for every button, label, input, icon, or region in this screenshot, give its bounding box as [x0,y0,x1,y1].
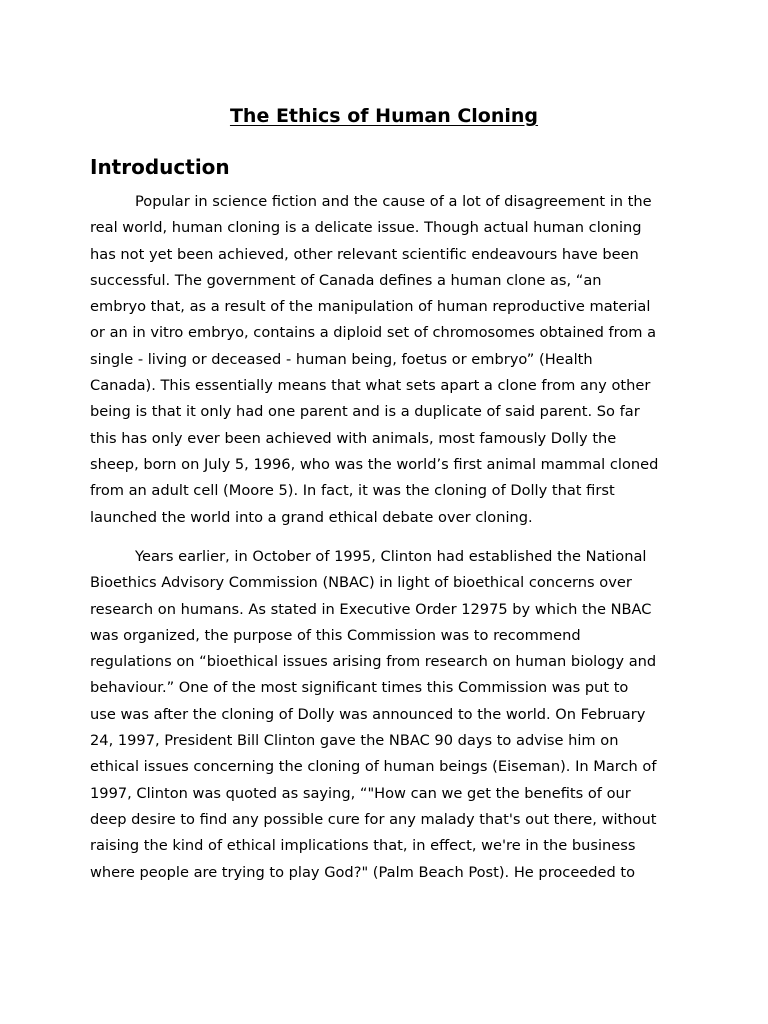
document-title: The Ethics of Human Cloning [229,105,539,127]
paragraph-line: sheep, born on July 5, 1996, who was the world’s first animal mammal cloned [90,455,659,473]
paragraph-line: deep desire to find any possible cure for any malady that's out there, without [90,810,657,828]
paragraph-1 [90,189,690,531]
paragraph-2 [90,544,690,886]
paragraph-line: single - living or deceased - human being, foetus or embryo” (Health [90,350,593,368]
paragraph-line: has not yet been achieved, other relevant scientific endeavours have been [90,245,639,263]
paragraph-line: Canada). This essentially means that what sets apart a clone from any other [90,377,651,395]
paragraph-line: ethical issues concerning the cloning of human beings (Eiseman). In March of [90,758,657,776]
paragraph-line: raising the kind of ethical implications that, in effect, we're in the business [90,837,636,855]
paragraph-line: launched the world into a grand ethical debate over cloning. [90,508,533,526]
paragraph-line: Popular in science fiction and the cause of a lot of disagreement in the [135,193,652,210]
paragraph-line: Bioethics Advisory Commission (NBAC) in light of bioethical concerns over [90,574,632,592]
paragraph-line: where people are trying to play God?" (Palm Beach Post). He proceeded to [90,863,636,881]
section-heading-introduction: Introduction [90,155,230,179]
paragraph-line: this has only ever been achieved with animals, most famously Dolly the [90,429,617,447]
paragraph-line: regulations on “bioethical issues arising from research on human biology and [90,653,657,671]
paragraph-line: behaviour.” One of the most significant times this Commission was put to [90,679,629,697]
paragraph-line: being is that it only had one parent and is a duplicate of said parent. So far [90,403,640,421]
paragraph-line: 1997, Clinton was quoted as saying, “"How can we get the benefits of our [90,784,631,802]
paragraph-line: from an adult cell (Moore 5). In fact, it was the cloning of Dolly that first [90,482,615,500]
paragraph-line: research on humans. As stated in Executive Order 12975 by which the NBAC [90,600,652,618]
paragraph-line: use was after the cloning of Dolly was announced to the world. On February [90,705,646,723]
paragraph-line: successful. The government of Canada defines a human clone as, “an [90,271,602,289]
paragraph-line: embryo that, as a result of the manipulation of human reproductive material [90,298,651,316]
paragraph-line: was organized, the purpose of this Commission was to recommend [90,626,581,644]
paragraph-line: Years earlier, in October of 1995, Clinton had established the National [135,548,647,565]
paragraph-line: 24, 1997, President Bill Clinton gave the NBAC 90 days to advise him on [90,732,619,750]
paragraph-line: real world, human cloning is a delicate issue. Though actual human cloning [90,219,642,237]
paragraph-line: or an in vitro embryo, contains a diploid set of chromosomes obtained from a [90,324,657,342]
